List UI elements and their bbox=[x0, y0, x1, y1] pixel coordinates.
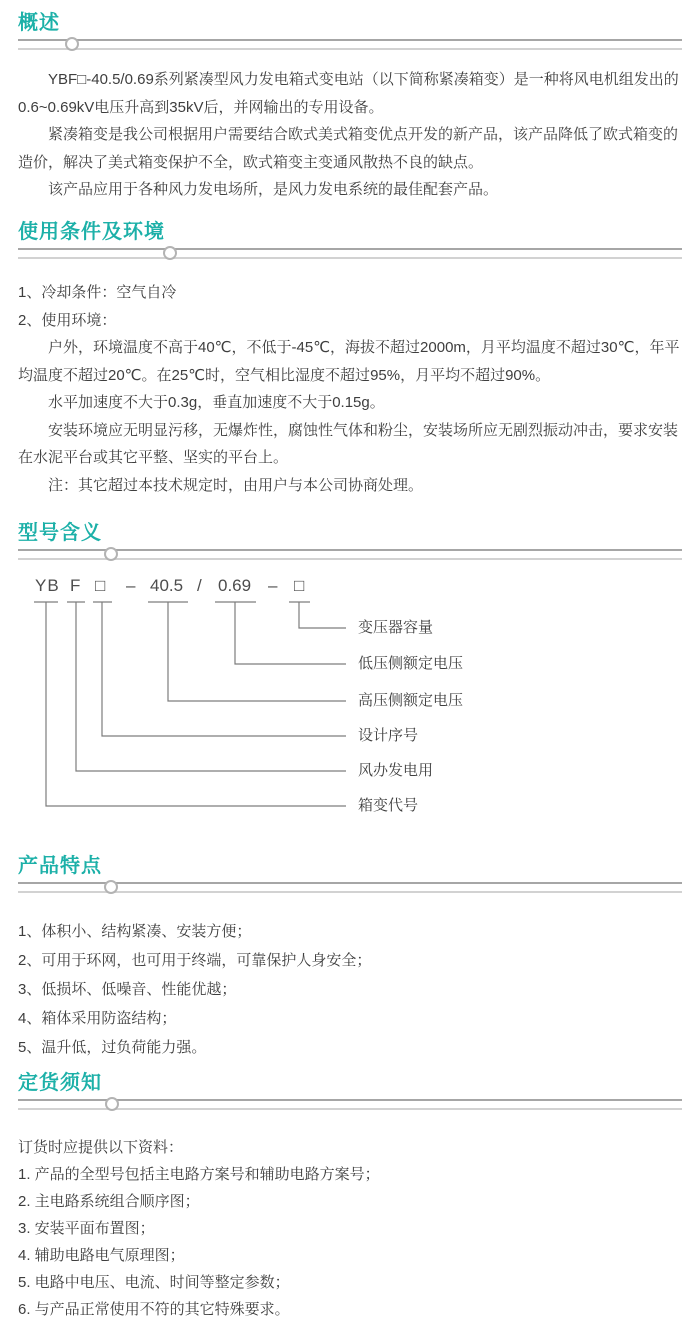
model-token: F bbox=[70, 576, 81, 595]
conditions-paragraph: 注：其它超过本技术规定时，由用户与本公司协商处理。 bbox=[48, 476, 424, 494]
divider-circle-marker bbox=[65, 37, 79, 51]
divider-circle-marker bbox=[163, 246, 177, 260]
conditions-paragraph: 水平加速度不大于0.3g，垂直加速度不大于0.15g。 bbox=[48, 394, 385, 411]
section-ordering bbox=[0, 1070, 700, 1323]
section-conditions-heading: 使用条件及环境 bbox=[18, 221, 165, 243]
section-ordering-heading: 定货须知 bbox=[18, 1072, 102, 1094]
model-label-transformer-capacity: 变压器容量 bbox=[358, 619, 434, 636]
conditions-text bbox=[18, 279, 682, 499]
model-label-box-substation-code: 箱变代号 bbox=[358, 797, 419, 814]
section-features bbox=[0, 853, 700, 1062]
overview-text bbox=[18, 66, 682, 204]
section-divider bbox=[18, 39, 682, 50]
conditions-paragraph: 安装环境应无明显污移，无爆炸性，腐蚀性气体和粉尘，安装场所应无剧烈振动冲击，要求安装在水泥平台或其它平整、坚实的平台上。 bbox=[18, 421, 679, 466]
model-token: 0.69 bbox=[218, 576, 252, 595]
divider-circle-marker bbox=[104, 880, 118, 894]
section-divider bbox=[18, 882, 682, 893]
ordering-intro: 订货时应提供以下资料： bbox=[18, 1139, 184, 1156]
section-divider bbox=[18, 1099, 682, 1110]
model-label-wind-power-use: 风办发电用 bbox=[358, 762, 434, 779]
section-model-heading: 型号含义 bbox=[18, 522, 102, 544]
model-token: – bbox=[268, 576, 278, 595]
model-token: – bbox=[126, 576, 136, 595]
model-token: YB bbox=[35, 576, 60, 595]
feature-item: 4、箱体采用防盗结构； bbox=[18, 1010, 177, 1027]
model-token: 40.5 bbox=[150, 576, 184, 595]
conditions-paragraph: 户外，环境温度不高于40℃，不低于-45℃，海拔不超过2000m，月平均温度不超过30℃，年平均温度不超过20℃。在25℃时，空气相比湿度不超过95%，月平均不超过90%。 bbox=[18, 339, 680, 384]
ordering-item: 1. 产品的全型号包括主电路方案号和辅助电路方案号； bbox=[18, 1166, 380, 1183]
section-divider bbox=[18, 248, 682, 259]
overview-paragraph: YBF□-40.5/0.69系列紧凑型风力发电箱式变电站（以下简称紧凑箱变）是一种将风电机组发出的0.6~0.69kV电压升高到35kV后，并网输出的专用设备。 bbox=[18, 71, 679, 116]
feature-item: 5、温升低，过负荷能力强。 bbox=[18, 1039, 207, 1056]
divider-circle-marker bbox=[105, 1097, 119, 1111]
features-list bbox=[18, 917, 682, 1062]
model-label-hv-rated-voltage: 高压侧额定电压 bbox=[358, 692, 464, 709]
section-divider bbox=[18, 549, 682, 560]
section-features-heading: 产品特点 bbox=[18, 855, 102, 877]
ordering-item: 3. 安装平面布置图； bbox=[18, 1220, 155, 1237]
overview-paragraph: 该产品应用于各种风力发电场所，是风力发电系统的最佳配套产品。 bbox=[48, 181, 499, 198]
ordering-item: 2. 主电路系统组合顺序图； bbox=[18, 1193, 200, 1210]
ordering-item: 5. 电路中电压、电流、时间等整定参数； bbox=[18, 1274, 290, 1291]
model-token: □ bbox=[95, 576, 106, 595]
model-label-lv-rated-voltage: 低压侧额定电压 bbox=[358, 655, 464, 672]
model-designation-diagram bbox=[18, 563, 682, 863]
divider-circle-marker bbox=[104, 547, 118, 561]
section-model-meaning bbox=[0, 520, 700, 863]
section-overview-heading: 概述 bbox=[18, 12, 60, 34]
model-label-design-serial: 设计序号 bbox=[358, 727, 419, 744]
section-conditions bbox=[0, 219, 700, 499]
feature-item: 1、体积小、结构紧凑、安装方便； bbox=[18, 923, 252, 940]
ordering-item: 6. 与产品正常使用不符的其它特殊要求。 bbox=[18, 1301, 290, 1318]
ordering-list bbox=[18, 1134, 682, 1323]
overview-paragraph: 紧凑箱变是我公司根据用户需要结合欧式美式箱变优点开发的新产品，该产品降低了欧式箱变的造价，解决了美式箱变保护不全，欧式箱变主变通风散热不良的缺点。 bbox=[18, 126, 679, 171]
section-overview bbox=[0, 10, 700, 204]
model-connector-lines bbox=[18, 563, 682, 863]
feature-item: 3、低损坏、低噪音、性能优越； bbox=[18, 981, 237, 998]
ordering-item: 4. 辅助电路电气原理图； bbox=[18, 1247, 185, 1264]
model-token: □ bbox=[294, 576, 305, 595]
model-token: / bbox=[197, 576, 202, 595]
conditions-item: 1、冷却条件：空气自冷 bbox=[18, 284, 177, 301]
conditions-item: 2、使用环境： bbox=[18, 311, 117, 329]
feature-item: 2、可用于环网，也可用于终端，可靠保护人身安全； bbox=[18, 952, 372, 969]
